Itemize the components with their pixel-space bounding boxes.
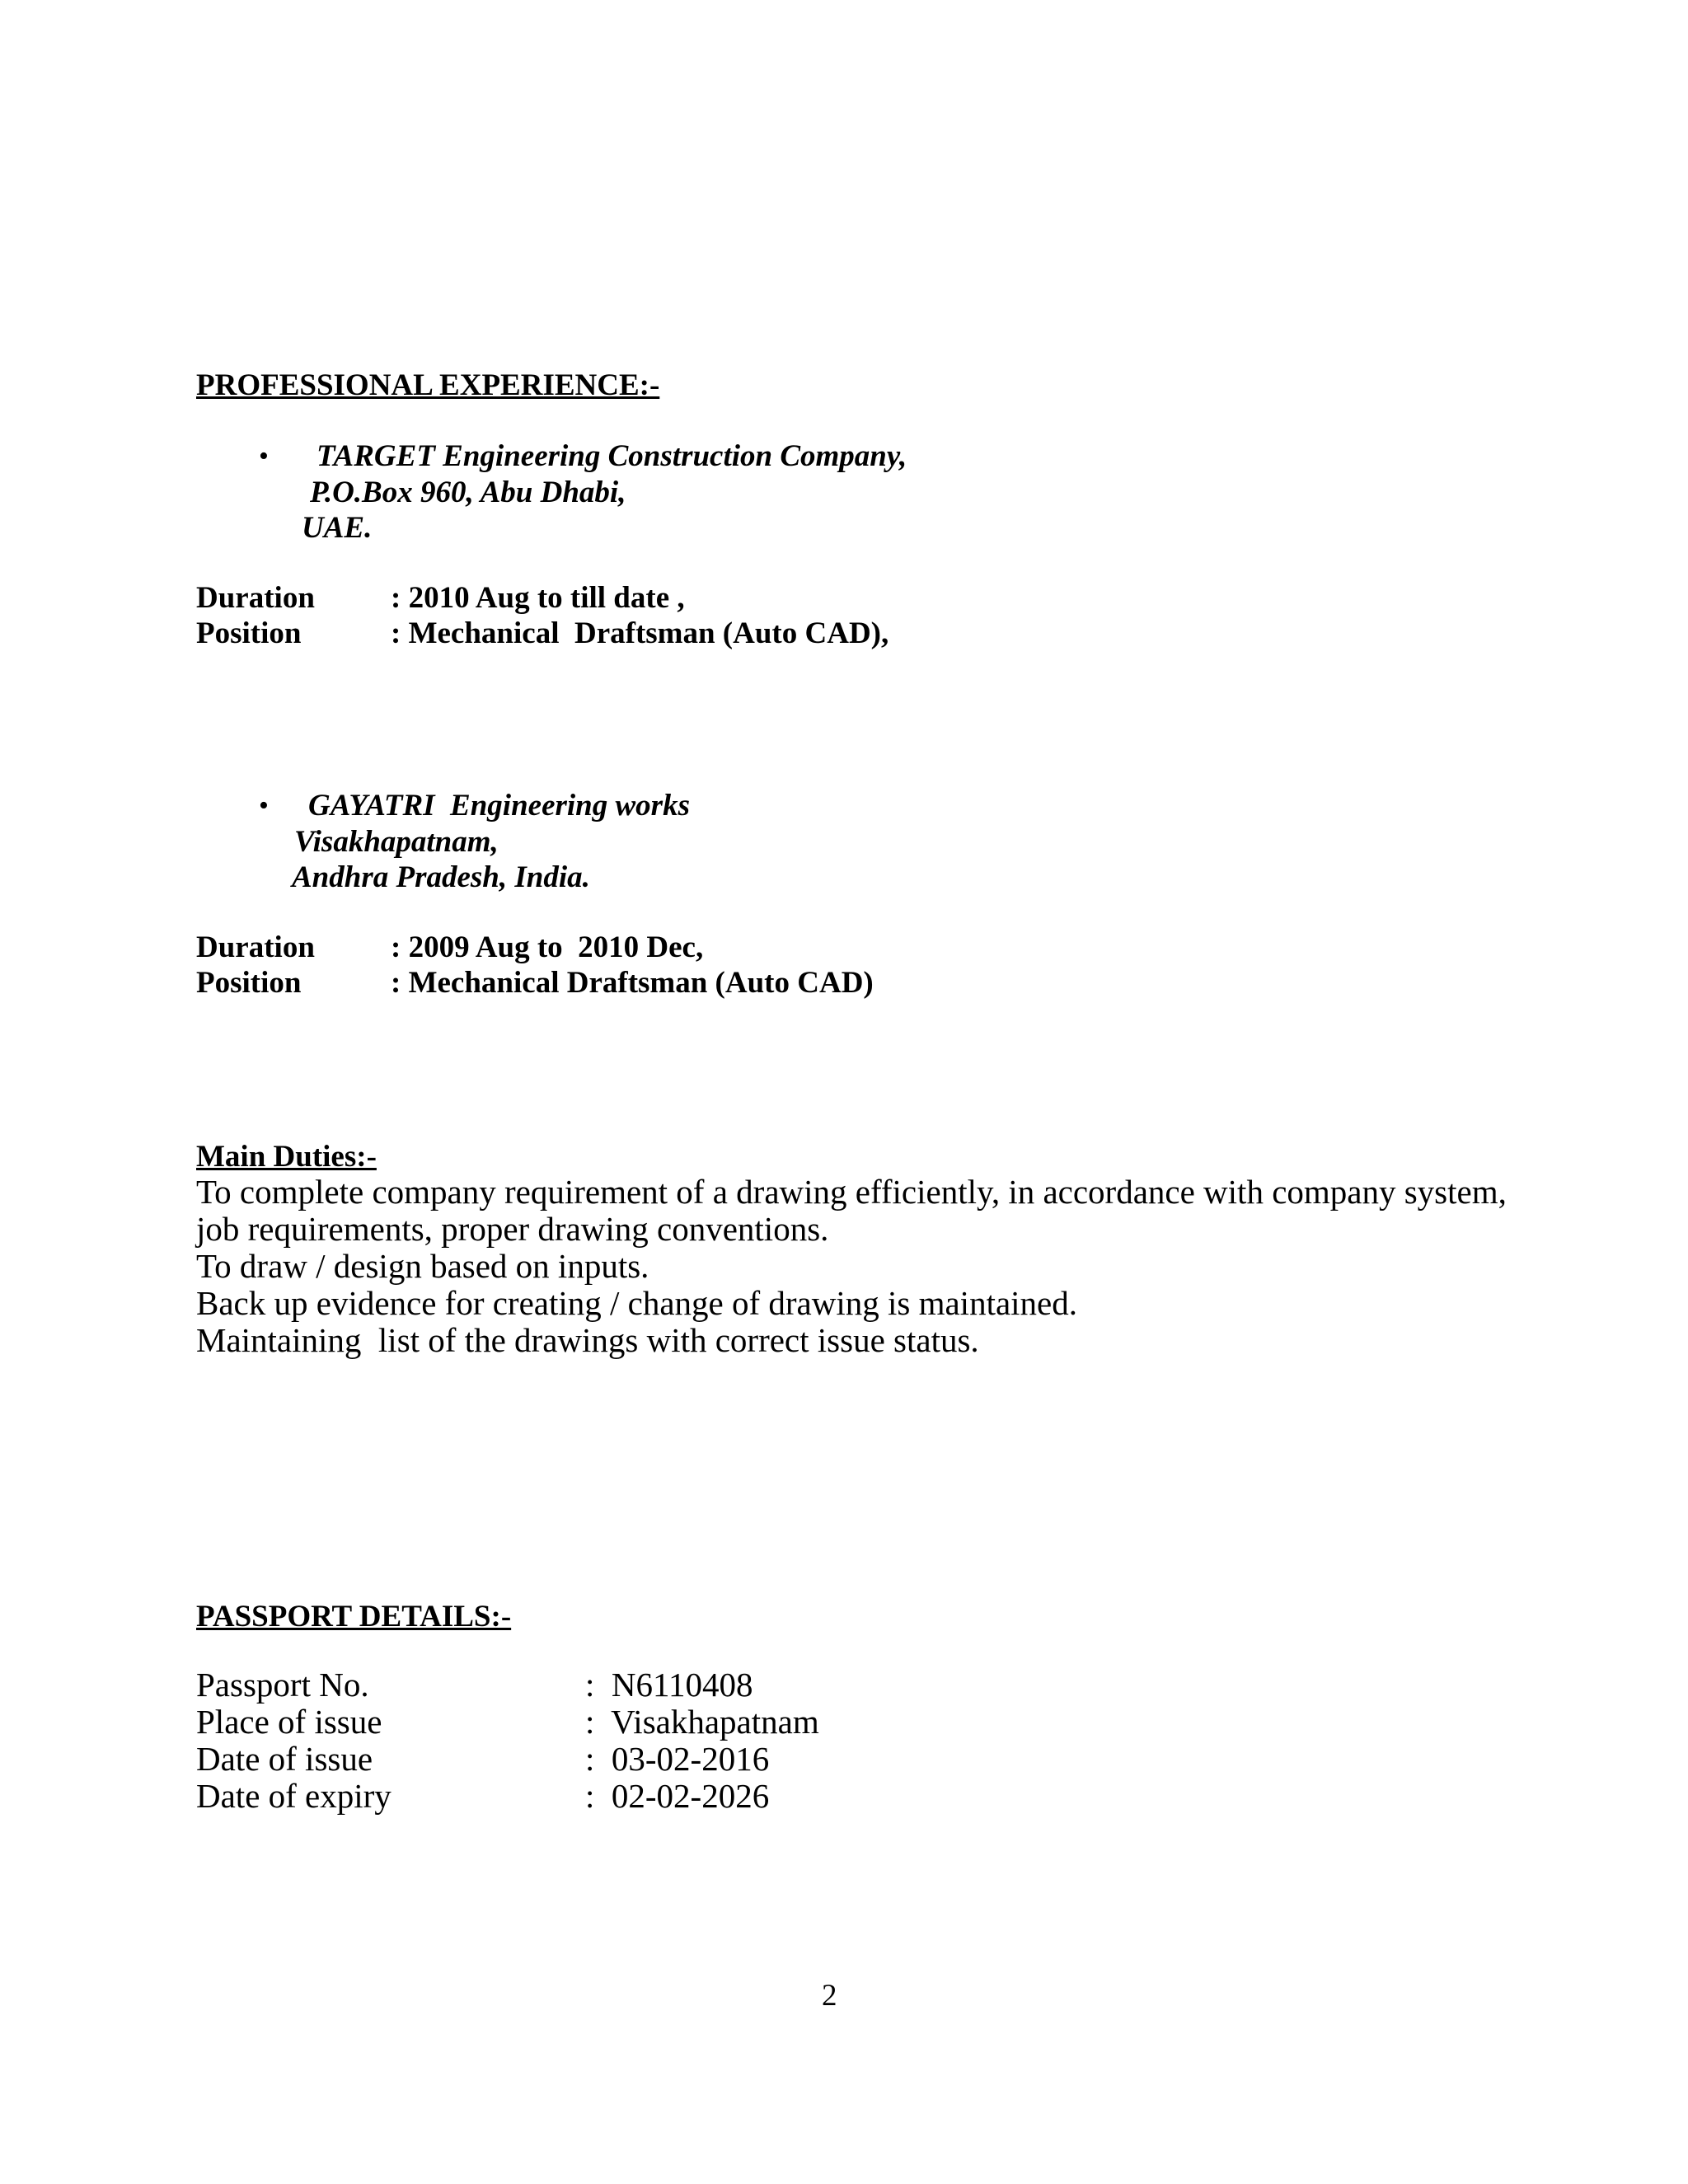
- job-2-company-city: Visakhapatnam,: [294, 825, 499, 859]
- job-2-company-name: GAYATRI Engineering works: [308, 789, 690, 823]
- main-duties-line: Maintaining list of the drawings with correct issue status.: [196, 1321, 979, 1359]
- place-of-issue-value: : Visakhapatnam: [585, 1703, 819, 1741]
- page-number: 2: [822, 1979, 837, 2013]
- main-duties-line: job requirements, proper drawing conventions.: [196, 1210, 829, 1248]
- main-duties-heading: Main Duties:-: [196, 1140, 377, 1174]
- job-1-duration-value: : 2010 Aug to till date ,: [391, 581, 685, 615]
- passport-number-value: : N6110408: [585, 1666, 753, 1704]
- place-of-issue-label: Place of issue: [196, 1703, 382, 1741]
- job-1-position-value: : Mechanical Draftsman (Auto CAD),: [391, 616, 889, 650]
- job-2-company-country: Andhra Pradesh, India.: [292, 860, 590, 894]
- job-1-company-country: UAE.: [302, 511, 373, 545]
- job-1-duration-label: Duration: [196, 581, 315, 615]
- professional-experience-heading: PROFESSIONAL EXPERIENCE:-: [196, 368, 660, 402]
- job-2-duration-label: Duration: [196, 930, 315, 964]
- job-1-bullet: •: [259, 441, 269, 471]
- job-2-duration-value: : 2009 Aug to 2010 Dec,: [391, 930, 704, 964]
- job-1-company-address: P.O.Box 960, Abu Dhabi,: [310, 476, 626, 509]
- main-duties-line: To complete company requirement of a drawing efficiently, in accordance with company system,: [196, 1173, 1507, 1211]
- main-duties-line: To draw / design based on inputs.: [196, 1247, 649, 1285]
- date-of-issue-value: : 03-02-2016: [585, 1740, 770, 1778]
- main-duties-line: Back up evidence for creating / change of drawing is maintained.: [196, 1284, 1078, 1322]
- job-2-position-value: : Mechanical Draftsman (Auto CAD): [391, 966, 874, 1000]
- job-1-company-name: TARGET Engineering Construction Company,: [316, 439, 907, 473]
- job-2-bullet: •: [259, 790, 269, 821]
- passport-number-label: Passport No.: [196, 1666, 369, 1704]
- date-of-expiry-value: : 02-02-2026: [585, 1777, 770, 1815]
- date-of-expiry-label: Date of expiry: [196, 1777, 392, 1815]
- date-of-issue-label: Date of issue: [196, 1740, 373, 1778]
- job-2-position-label: Position: [196, 966, 302, 1000]
- passport-details-heading: PASSPORT DETAILS:-: [196, 1600, 512, 1633]
- job-1-position-label: Position: [196, 616, 302, 650]
